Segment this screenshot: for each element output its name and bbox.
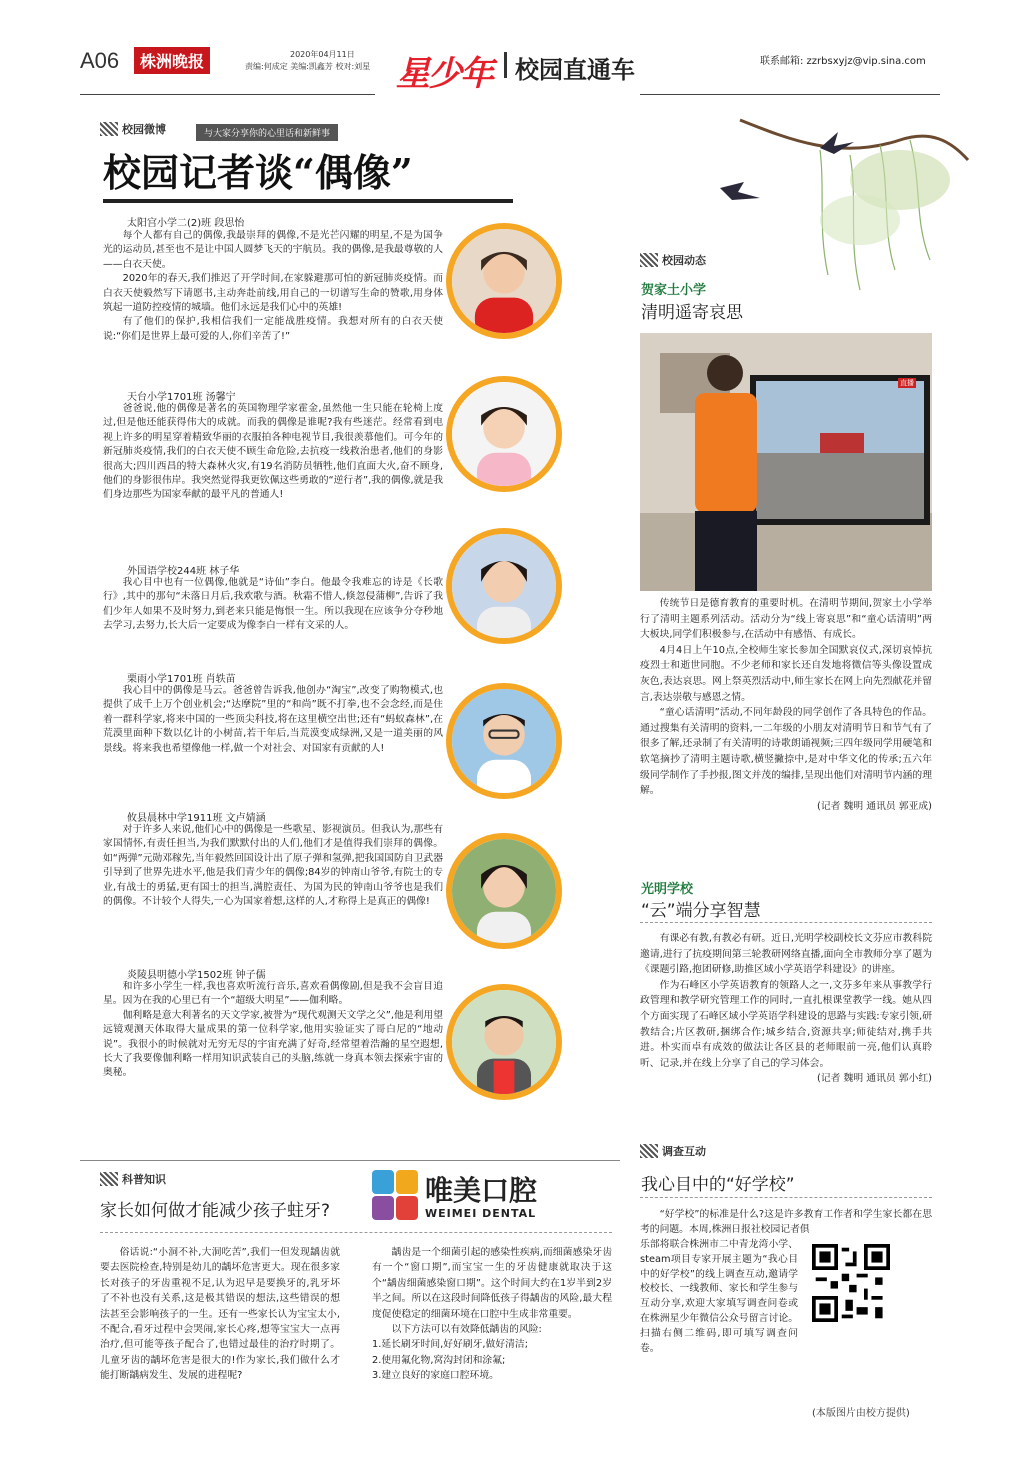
stripe-icon [100,1172,118,1186]
article-title: 我心目中的“好学校” [641,1175,795,1195]
essay-paragraph: 我心目中的偶像是马云。爸爸曾告诉我,他创办“淘宝”,改变了购物模式,也提供了成千上万个创业机会;“达摩院”里的“和尚”既不打拳,也不会念经,而是住着一群科学家,将来中国的一些顶尖科技,将在这里横空出世;还有“蚂蚁森林”,在荒漠里面种下数以亿计的小树苗,若干年后,当荒漠变成绿洲,又是一道美丽的风景线。将来我也希望像他一样,做一个对社会、对国家有贡献的人! [103,685,443,754]
dashed-divider [640,1197,932,1198]
essay-paragraph: 伽利略是意大利著名的天文学家,被誉为“现代观测天文学之父”,他是利用望远镜观测天体取得大量成果的第一位科学家,他用实验证实了哥白尼的“地动说”。我很小的时候就对无穷无尽的宇宙充满了好奇,经常望着浩瀚的星空遐想,长大了我要像伽利略一样用知识武装自己的头脑,练就一身真本领去探索宇宙的奥秘。 [103,1009,443,1079]
list-item: 1.延长刷牙时间,好好刷牙,做好清洁; [372,1339,529,1351]
section-tag-label: 调查互动 [662,1145,706,1158]
article-paragraph: 传统节日是德育教育的重要时机。在清明节期间,贺家土小学举行了清明主题系列活动。活动分为“线上寄哀思”和“童心话清明”两大板块,同学们积极参与,在活动中有感悟、有成长。 [640,598,932,641]
student-portrait [446,528,562,644]
dental-brand-cn: 唯美口腔 [425,1174,538,1207]
section-divider [504,52,507,78]
student-portrait [446,833,562,949]
essay-body [103,823,443,909]
section-title: 校园直通车 [515,56,635,84]
tag-subtitle: 与大家分享你的心里话和新鲜事 [196,124,338,141]
section-tag [640,252,706,268]
school-name: 光明学校 [641,882,694,897]
essay-paragraph: 和许多小学生一样,我也喜欢听流行音乐,喜欢看偶像剧,但是我不会盲目追星。因为在我的心里已有一个“超级大明星”——伽利略。 [103,981,443,1007]
essay-body [103,980,443,1081]
article-title: 清明遥寄哀思 [641,303,743,323]
article-paragraph: 以下方法可以有效降低龋齿的风险: [391,1324,542,1336]
article-title: “云”端分享智慧 [641,901,761,921]
survey-intro [640,1208,932,1238]
tooth-icon [396,1170,418,1194]
staff-credits: 责编:何成定 美编:凯鑫芳 校对:刘星 [245,62,371,71]
tv-badge: 直播 [900,379,914,387]
student-portrait [446,376,562,492]
article-paragraph: 作为石峰区小学英语教育的领路人之一,文芬多年来从事教学行政管理和教学研究管理工作的同时,一直扎根课堂教学一线。她从四个方面实现了石峰区域小学英语学科建设的思路与实践:专家引领,研教结合;片区教研,捆绑合作;城乡结合,资源共享;师徒结对,携手共进。朴实而卓有成效的做法让各区县的老师眼前一亮,他们认真聆听、记录,并在线上分享了自己的学习体会。 [640,979,932,1069]
essay-body [103,684,443,756]
survey-body [640,1238,798,1356]
essay-byline: 太阳宫小学二(2)班 段思怡 [127,218,245,229]
section-tag [100,1171,166,1187]
essay-paragraph: 爸爸说,他的偶像是著名的英国物理学家霍金,虽然他一生只能在轮椅上度过,但是他还能获得伟大的成就。而我的偶像是谁呢?我有些迷茫。经常看到电视上许多的明星穿着精致华丽的衣服拍各种电视节目,我很羡慕他们。可今年的新冠肺炎疫情,我们的白衣天使不顾生命危险,去抗疫一线救治患者,他们的身影很高大;四川西昌的特大森林火灾,有19名消防员牺牲,他们直面大火,奋不顾身,他们的身影很伟岸。我突然觉得我更钦佩这些勇敢的“逆行者”,我的偶像,就是我们身边那些为国家奉献的最平凡的普通人! [103,403,443,501]
student-portrait [446,223,562,339]
article-paragraph: 4月4日上午10点,全校师生家长参加全国默哀仪式,深切哀悼抗疫烈士和逝世同胞。不少老师和家长还自发地将微信等头像设置成灰色,表达哀思。网上祭英烈活动中,师生家长在网上向先烈献花并留言,表达崇敬与感恩之情。 [640,644,932,703]
essay-paragraph: 每个人都有自己的偶像,我最崇拜的偶像,不是光芒闪耀的明星,不是为国争光的运动员,甚至也不是让中国人圆梦飞天的宇航员。我的偶像,是我最尊敬的人——白衣天使。 [103,230,443,270]
swallow-branch-illustration [700,100,970,300]
photo-source-note: (本版图片由校方提供) [812,1408,910,1419]
essay-byline: 天台小学1701班 汤馨宁 [127,392,236,403]
student-portrait [446,984,562,1100]
stripe-icon [640,1144,658,1158]
section-tag-label: 科普知识 [122,1173,166,1186]
article-paragraph: “童心话清明”活动,不同年龄段的同学创作了各具特色的作品。通过搜集有关清明的资料,一二年级的小朋友对清明节日和节气有了很多了解,还录制了有关清明的诗歌朗诵视频;三四年级同学用硬笔和软笔摘抄了清明主题诗歌,横竖撇捺中,是对中华文化的传承;五六年级同学制作了手抄报,图文并茂的编排,呈现出他们对清明节内涵的理解。 [640,707,932,797]
stripe-icon [100,122,118,136]
section-rule [80,1160,620,1161]
list-item: 2.使用氟化物,窝沟封闭和涂氟; [372,1354,506,1366]
header-rule [640,94,940,95]
essay-byline: 炎陵县明德小学1502班 钟子儒 [127,970,266,981]
article-paragraph: 龋齿是一个细菌引起的感染性疾病,而细菌感染牙齿有一个“窗口期”,而宝宝一生的牙齿健康就取决于这个“龋齿细菌感染窗口期”。这个时间大约在1岁半到2岁半之间。所以在这段时间降低孩子得龋齿的风险,最大程度促使稳定的细菌环境在口腔中生成非常重要。 [372,1247,612,1320]
main-headline: 校园记者谈“偶像” [103,150,413,195]
header-rule [80,94,375,95]
school-name: 贺家土小学 [641,283,707,298]
article-paragraph: 俗话说:“小洞不补,大洞吃苦”,我们一但发现龋齿就要去医院检查,特别是幼儿的龋坏危害更大。现在很多家长对孩子的牙齿重视不足,认为迟早是要换牙的,乳牙坏了不补也没有关系,这是极其错误的想法,这些错误的想法甚至会影响孩子的一生。还有一些家长认为宝宝太小,不配合,看牙过程中会哭闹,家长心疼,想等宝宝大一点再治疗,但可能等孩子配合了,也错过最佳的治疗时期了。儿童牙齿的龋坏危害是很大的!作为家长,我们做什么才能打断龋病发生、发展的进程呢? [100,1247,340,1382]
paper-logo: 株洲晚报 [134,47,210,74]
essay-byline: 攸县晨林中学1911班 文卢婧涵 [127,813,266,824]
essay-byline: 栗雨小学1701班 肖轶苗 [127,674,236,685]
article-paragraph: 有课必有教,有教必有研。近日,光明学校副校长文芬应市教科院邀请,进行了抗疫期间第三轮教研网络直播,面向全市教师分享了题为《课题引路,抱团研修,助推区域小学英语学科建设》的讲座。 [640,933,932,976]
survey-paragraph: “好学校”的标准是什么?这是许多教育工作者和学生家长都在思考的问题。本周,株洲日报社校园记者俱 [640,1209,932,1235]
article-credit: (记者 魏明 通讯员 郭亚成) [817,800,932,812]
brand-title: 星少年 [396,54,492,94]
headline-rule [103,199,513,203]
section-tag [640,1143,706,1159]
tooth-icon [372,1196,394,1220]
section-tag-label: 校园动态 [662,254,706,267]
article-body [640,931,932,1087]
essay-byline: 外国语学校244班 林子华 [127,566,240,577]
section-tag [100,121,166,137]
list-item: 3.建立良好的家庭口腔环境。 [372,1370,499,1382]
article-column [372,1245,612,1384]
qr-code[interactable] [812,1244,890,1322]
article-column [100,1245,340,1384]
article-body [640,596,932,814]
tv-ceremony-photo [640,333,932,591]
dashed-divider [640,922,932,923]
student-portrait [446,683,562,799]
essay-paragraph: 我心目中也有一位偶像,他就是“诗仙”李白。他最令我难忘的诗是《长歌行》,其中的那句“未落日月后,我欢歌与酒。秋霜不惜人,倏忽侵蒲柳”,告诉了我们少年人如果不及时努力,到老来只能是悔恨一生。所以我现在应该争分夺秒地去学习,去努力,长大后一定要成为像李白一样有文采的人。 [103,577,443,632]
page-number: A06 [80,48,120,73]
tooth-icon [372,1170,394,1194]
essay-paragraph: 有了他们的保护,我相信我们一定能战胜疫情。我想对所有的白衣天使说:“你们是世界上最可爱的人,你们辛苦了!” [103,316,443,342]
stripe-icon [640,253,658,267]
section-tag-label: 校园微博 [122,123,166,136]
article-credit: (记者 魏明 通讯员 郭小红) [817,1073,932,1085]
essay-body [103,229,443,344]
issue-date: 2020年04月11日 [290,50,355,59]
essay-body [103,576,443,634]
article-title: 家长如何做才能减少孩子蛀牙? [100,1201,331,1221]
essay-paragraph: 2020年的春天,我们推迟了开学时间,在家躲避那可怕的新冠肺炎疫情。而白衣天使毅然写下请愿书,主动奔赴前线,用自己的一切谱写生命的赞歌,用身体筑起一道防控疫情的城墙。他们永远是我们心中的英雄! [103,273,443,314]
dental-brand-en: WEIMEI DENTAL [425,1207,537,1220]
survey-paragraph: 乐部将联合株洲市二中青龙湾小学、steam项目专家开展主题为“我心目中的好学校”的线上调查互动,邀请学校校长、一线教师、家长和学生参与互动分享,欢迎大家填写调查问卷或在株洲星少年微信公众号留言讨论。扫描右侧二维码,即可填写调查问卷。 [640,1239,798,1354]
dental-logo [372,1170,420,1222]
dashed-divider [100,1232,612,1233]
essay-paragraph: 对于许多人来说,他们心中的偶像是一些歌星、影视演员。但我认为,那些有家国情怀,有责任担当,为我们默默付出的人们,他们才是值得我们崇拜的偶像。如“两弹”元勋邓稼先,当年毅然回国设计出了原子弹和氢弹,把我国国防自卫武器引导到了世界先进水平,他是我们青少年的偶像;84岁的钟南山爷爷,有院士的专业,有战士的勇猛,更有国士的担当,满腔责任、为国为民的钟南山爷爷也是我们的偶像。不计较个人得失,一心为国家着想,这样的人,才称得上是真正的偶像! [103,824,443,908]
essay-body [103,402,443,503]
contact-email: 联系邮箱: zzrbsxyjz@vip.sina.com [760,56,926,67]
heart-icon [396,1196,418,1220]
